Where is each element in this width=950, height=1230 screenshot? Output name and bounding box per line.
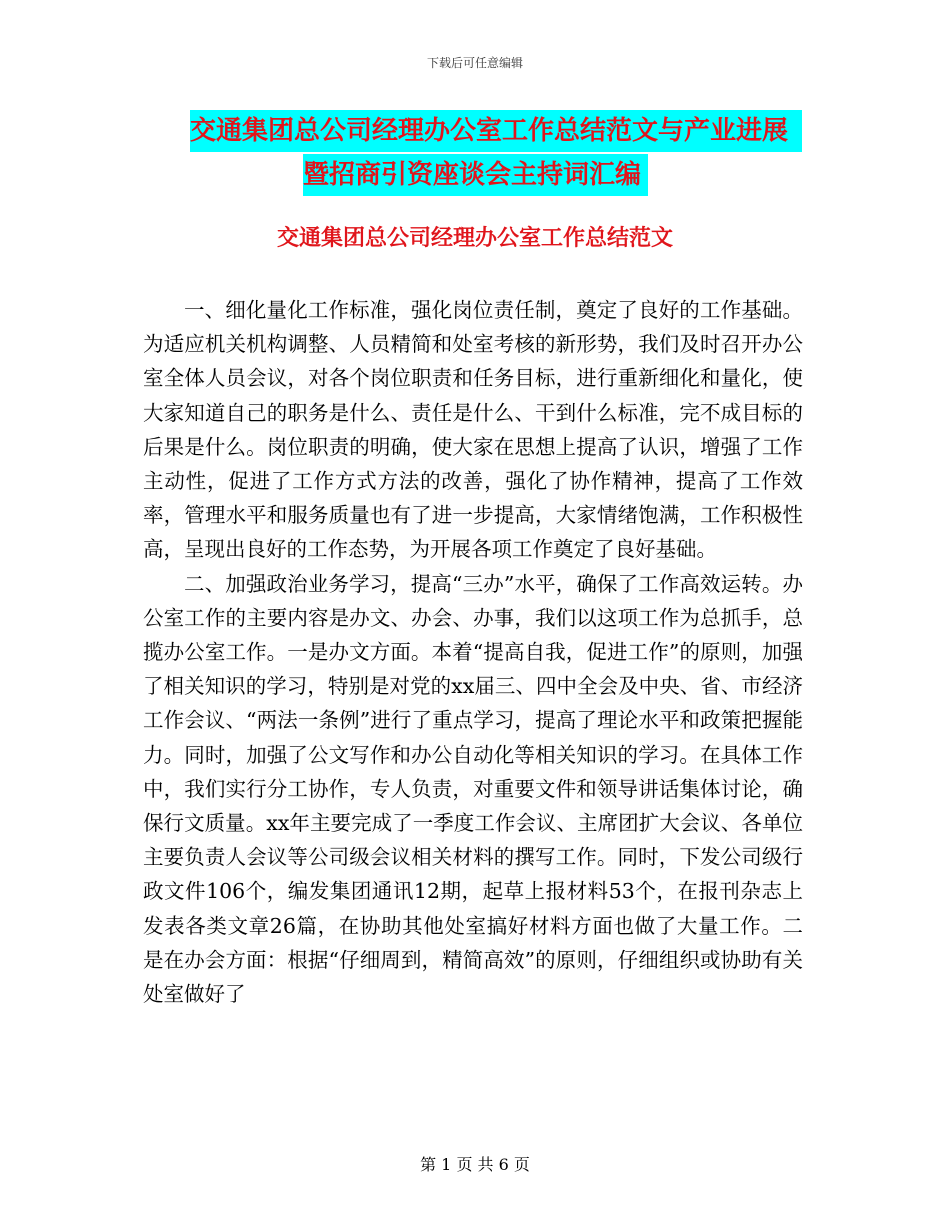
paragraph-2: 二、加强政治业务学习，提高“三办”水平，确保了工作高效运转。办公室工作的主要内容是办文、办会、办事，我们以这项工作为总抓手，总揽办公室工作。一是办文方面。本着“提高自我，促进工作”的原则，加强了相关知识的学习，特别是对党的xx届三、四中全会及中央、省、市经济工作会议、“两法一条例”进行了重点学习，提高了理论水平和政策把握能力。同时，加强了公文写作和办公自动化等相关知识的学习。在具体工作中，我们实行分工协作，专人负责，对重要文件和领导讲话集体讨论，确保行文质量。xx年主要完成了一季度工作会议、主席团扩大会议、各单位主要负责人会议等公司级会议相关材料的撰写工作。同时，下发公司级行政文件106个，编发集团通讯12期，起草上报材料53个，在报刊杂志上发表各类文章26篇，在协助其他处室搞好材料方面也做了大量工作。二是在办会方面：根据“仔细周到，精简高效”的原则，仔细组织或协助有关处室做好了 xyxy=(143,571,803,1007)
page-footer: 第 1 页 共 6 页 xyxy=(420,1155,530,1174)
body-text xyxy=(143,293,803,1011)
section-title: 交通集团总公司经理办公室工作总结范文 xyxy=(276,226,673,251)
header-note: 下载后可任意编辑 xyxy=(426,56,523,70)
paragraph-1: 一、细化量化工作标准，强化岗位责任制，奠定了良好的工作基础。为适应机关机构调整、人员精简和处室考核的新形势，我们及时召开办公室全体人员会议，对各个岗位职责和任务目标，进行重新细化和量化，使大家知道自己的职务是什么、责任是什么、干到什么标准，完不成目标的后果是什么。岗位职责的明确，使大家在思想上提高了认识，增强了工作主动性，促进了工作方式方法的改善，强化了协作精神，提高了工作效率，管理水平和服务质量也有了进一步提高，大家情绪饱满，工作积极性高，呈现出良好的工作态势，为开展各项工作奠定了良好基础。 xyxy=(143,298,803,562)
document-title-line-1: 交通集团总公司经理办公室工作总结范文与产业进展 xyxy=(190,110,802,152)
document-title-line-2: 暨招商引资座谈会主持词汇编 xyxy=(303,154,648,196)
